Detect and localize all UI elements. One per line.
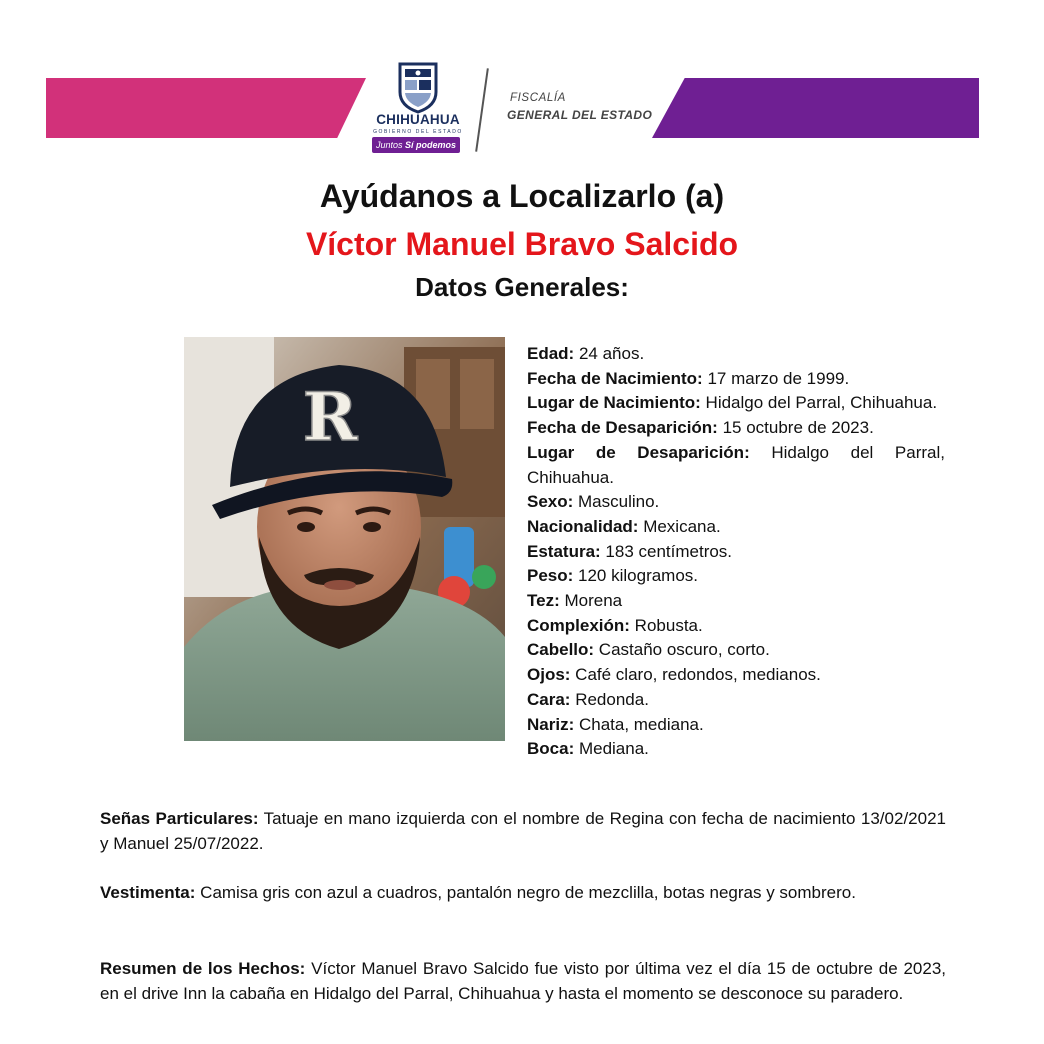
- agency-line1: FISCALÍA: [510, 92, 566, 104]
- clothing: [100, 880, 946, 905]
- detail-value: Robusta.: [629, 615, 703, 635]
- detail-value: Mediana.: [574, 739, 649, 759]
- detail-value: Morena: [559, 591, 623, 611]
- detail-row: [527, 540, 945, 565]
- slogan-part2: Sí podemos: [405, 140, 457, 150]
- detail-row: [527, 490, 945, 515]
- detail-value: 183 centímetros.: [600, 541, 733, 561]
- detail-label: Cara:: [527, 689, 571, 709]
- header-band-magenta: [46, 78, 366, 138]
- detail-value: Masculino.: [573, 492, 660, 512]
- detail-value: 120 kilogramos.: [573, 566, 699, 586]
- detail-label: Estatura:: [527, 541, 601, 561]
- detail-row: [527, 638, 945, 663]
- distinguishing-marks-text: Tatuaje en mano izquierda con el nombre de Regina con fecha de nacimiento 13/02/2021 y Manuel 25/07/2022.: [100, 809, 946, 853]
- detail-label: Sexo:: [527, 492, 574, 512]
- detail-label: Lugar de Desaparición:: [527, 442, 750, 462]
- detail-row: [527, 342, 945, 367]
- facts-summary-label: Resumen de los Hechos:: [100, 959, 306, 978]
- detail-row: [527, 614, 945, 639]
- distinguishing-marks: [100, 806, 946, 856]
- detail-row: [527, 416, 945, 441]
- detail-row: [527, 589, 945, 614]
- detail-label: Fecha de Nacimiento:: [527, 368, 703, 388]
- detail-value: 15 octubre de 2023.: [717, 418, 874, 438]
- agency-line2: GENERAL DEL ESTADO: [507, 108, 653, 122]
- cap-logo-letter: R: [302, 378, 358, 456]
- detail-row: [527, 713, 945, 738]
- portrait-illustration: [184, 337, 505, 741]
- detail-label: Nariz:: [527, 714, 575, 734]
- detail-row: [527, 663, 945, 688]
- person-photo: [184, 337, 505, 741]
- header-band-purple: [652, 78, 979, 138]
- section-heading: Datos Generales:: [415, 272, 629, 302]
- notice-heading: Ayúdanos a Localizarlo (a): [319, 178, 725, 214]
- detail-row: [527, 688, 945, 713]
- detail-row: [527, 564, 945, 589]
- detail-value: Hidalgo del Parral, Chihuahua.: [700, 393, 938, 413]
- detail-label: Nacionalidad:: [527, 516, 639, 536]
- slogan-part1: Juntos: [376, 140, 403, 150]
- facts-summary-text: Víctor Manuel Bravo Salcido fue visto por última vez el día 15 de octubre de 2023, en el drive Inn la cabaña en Hidalgo del Parral, Chihuahua y hasta el momento se desconoce su paradero.: [100, 959, 947, 1003]
- detail-value: Redonda.: [570, 689, 649, 709]
- clothing-label: Vestimenta:: [100, 883, 196, 902]
- general-data-list: [527, 342, 945, 762]
- detail-value: Castaño oscuro, corto.: [594, 640, 770, 660]
- detail-value: Hidalgo del Parral, Chihuahua.: [527, 442, 945, 487]
- state-name: CHIHUAHUA: [376, 112, 460, 127]
- missing-person-name: Víctor Manuel Bravo Salcido: [305, 226, 739, 262]
- detail-row: [527, 367, 945, 392]
- clothing-text: Camisa gris con azul a cuadros, pantalón negro de mezclilla, botas negras y sombrero.: [195, 883, 856, 902]
- state-seal-icon: [396, 60, 440, 114]
- header-divider: [475, 68, 489, 151]
- detail-label: Tez:: [527, 591, 560, 611]
- detail-row: [527, 391, 945, 416]
- detail-label: Lugar de Nacimiento:: [527, 393, 701, 413]
- detail-label: Complexión:: [527, 615, 630, 635]
- detail-label: Boca:: [527, 739, 575, 759]
- state-subtitle: GOBIERNO DEL ESTADO: [373, 129, 463, 135]
- detail-label: Cabello:: [527, 640, 595, 660]
- detail-label: Fecha de Desaparición:: [527, 418, 718, 438]
- detail-value: 17 marzo de 1999.: [702, 368, 850, 388]
- distinguishing-marks-label: Señas Particulares:: [100, 809, 259, 828]
- detail-row: [527, 737, 945, 762]
- detail-value: Mexicana.: [638, 516, 721, 536]
- chihuahua-logo: [366, 60, 470, 160]
- detail-row: [527, 441, 945, 490]
- detail-value: Chata, mediana.: [574, 714, 704, 734]
- detail-label: Peso:: [527, 566, 574, 586]
- detail-value: Café claro, redondos, medianos.: [570, 665, 821, 685]
- detail-label: Edad:: [527, 344, 575, 363]
- detail-value: 24 años.: [574, 344, 645, 363]
- facts-summary: [100, 956, 946, 1006]
- slogan-badge: [372, 137, 460, 153]
- detail-label: Ojos:: [527, 665, 571, 685]
- detail-row: [527, 515, 945, 540]
